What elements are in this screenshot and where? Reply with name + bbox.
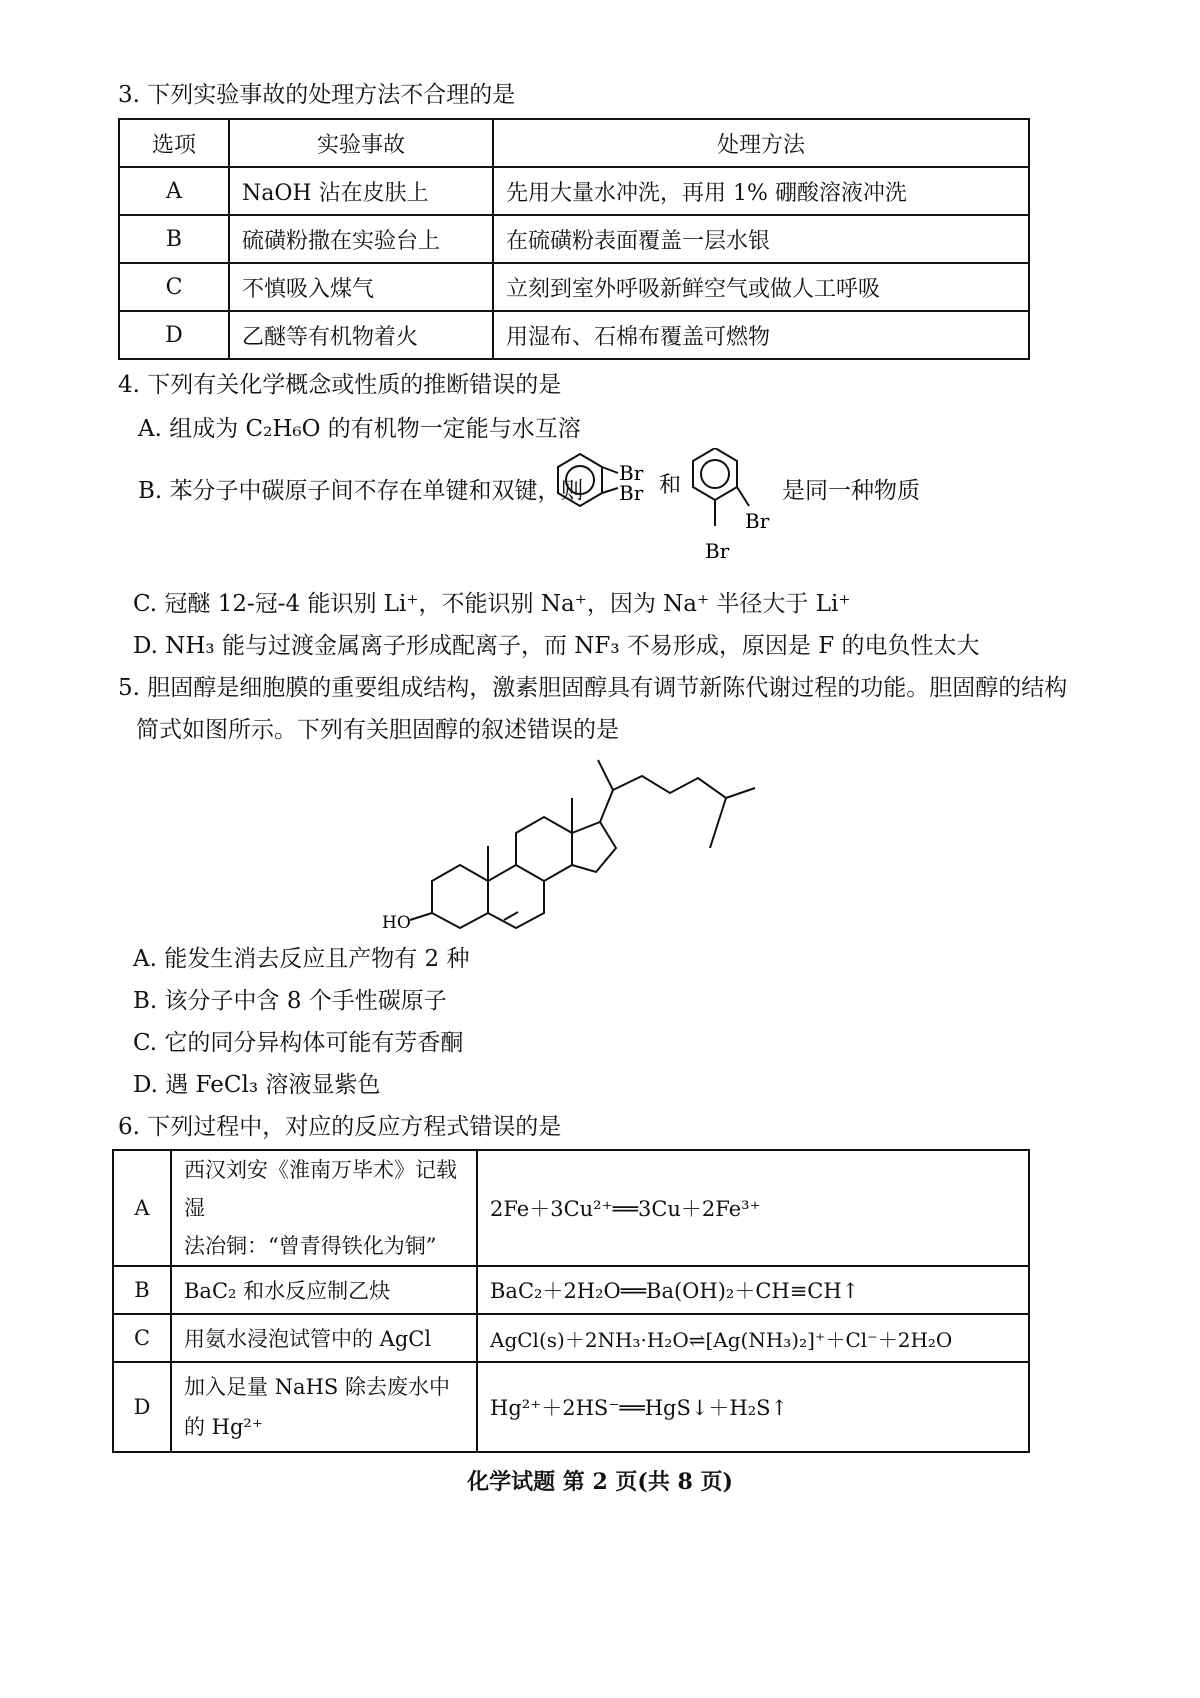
q4-option-b-text: B. 苯分子中碳原子间不存在单键和双键，则	[138, 478, 584, 504]
q6-equation: 2Fe＋3Cu²⁺══3Cu＋2Fe³⁺	[477, 1150, 1029, 1266]
q4-stem: 4. 下列有关化学概念或性质的推断错误的是	[118, 372, 562, 398]
q6-process-line: 的 Hg²⁺	[184, 1415, 263, 1439]
ortho-dibromobenzene-structure	[558, 454, 618, 506]
q6-process	[171, 1150, 477, 1266]
q4-option-a: A. 组成为 C₂H₆O 的有机物一定能与水互溶	[138, 416, 581, 442]
q6-process-line: 西汉刘安《淮南万毕术》记载湿	[184, 1158, 457, 1220]
q3-accident: 不慎吸入煤气	[229, 263, 493, 311]
q6-option: C	[113, 1314, 171, 1362]
table-row	[119, 167, 1029, 215]
table-row	[113, 1266, 1029, 1314]
q3-accident: NaOH 沾在皮肤上	[229, 167, 493, 215]
q6-option: B	[113, 1266, 171, 1314]
q6-equation: BaC₂＋2H₂O══Ba(OH)₂＋CH≡CH↑	[477, 1266, 1029, 1314]
q3-header-method: 处理方法	[493, 119, 1029, 167]
q5-option-a: A. 能发生消去反应且产物有 2 种	[133, 946, 470, 972]
q5-option-d: D. 遇 FeCl₃ 溶液显紫色	[133, 1072, 381, 1098]
q5-option-b: B. 该分子中含 8 个手性碳原子	[133, 988, 447, 1014]
table-row	[119, 311, 1029, 359]
q6-process-line: 加入足量 NaHS 除去废水中	[184, 1375, 450, 1399]
q6-table	[112, 1149, 1030, 1453]
q4-option-b-suffix: 是同一种物质	[782, 478, 920, 504]
q6-equation: AgCl(s)＋2NH₃·H₂O⇌[Ag(NH₃)₂]⁺＋Cl⁻＋2H₂O	[477, 1314, 1029, 1362]
table-row	[119, 263, 1029, 311]
br-label: Br	[745, 509, 770, 533]
ortho-dibromobenzene-rotated-structure	[693, 448, 749, 526]
q6-equation: Hg²⁺＋2HS⁻══HgS↓＋H₂S↑	[477, 1362, 1029, 1452]
q3-method: 先用大量水冲洗，再用 1% 硼酸溶液冲洗	[493, 167, 1029, 215]
q6-process: 用氨水浸泡试管中的 AgCl	[171, 1314, 477, 1362]
table-row	[113, 1362, 1029, 1452]
br-label: Br	[619, 461, 644, 485]
q3-method: 立刻到室外呼吸新鲜空气或做人工呼吸	[493, 263, 1029, 311]
q3-header-option: 选项	[119, 119, 229, 167]
q5-stem-line2: 简式如图所示。下列有关胆固醇的叙述错误的是	[136, 717, 619, 743]
q6-option: D	[113, 1362, 171, 1452]
q4-and-text: 和	[659, 473, 682, 498]
q3-header-row	[119, 119, 1029, 167]
ho-label: HO	[382, 913, 411, 933]
q3-stem: 3. 下列实验事故的处理方法不合理的是	[118, 82, 516, 108]
q3-option: C	[119, 263, 229, 311]
q3-table	[118, 118, 1030, 360]
br-label: Br	[619, 481, 644, 505]
q3-method: 在硫磺粉表面覆盖一层水银	[493, 215, 1029, 263]
table-row	[113, 1314, 1029, 1362]
q4-dibromobenzene-structures	[555, 448, 770, 566]
table-row	[119, 215, 1029, 263]
q6-stem: 6. 下列过程中，对应的反应方程式错误的是	[118, 1114, 562, 1140]
q3-option: D	[119, 311, 229, 359]
q3-accident: 乙醚等有机物着火	[229, 311, 493, 359]
br-label: Br	[705, 539, 730, 563]
q6-process-line: 法冶铜：“曾青得铁化为铜”	[184, 1234, 437, 1258]
page-footer: 化学试题 第 2 页(共 8 页)	[467, 1469, 733, 1495]
q6-option: A	[113, 1150, 171, 1266]
q4-option-c: C. 冠醚 12-冠-4 能识别 Li⁺，不能识别 Na⁺，因为 Na⁺ 半径大于 Li⁺	[133, 591, 851, 617]
q3-accident: 硫磺粉撒在实验台上	[229, 215, 493, 263]
q3-header-accident: 实验事故	[229, 119, 493, 167]
q5-option-c: C. 它的同分异构体可能有芳香酮	[133, 1030, 464, 1056]
cholesterol-structure	[380, 748, 780, 938]
q3-option: B	[119, 215, 229, 263]
q3-method: 用湿布、石棉布覆盖可燃物	[493, 311, 1029, 359]
table-row	[113, 1150, 1029, 1266]
q4-option-d: D. NH₃ 能与过渡金属离子形成配离子，而 NF₃ 不易形成，原因是 F 的电负性太大	[133, 633, 980, 659]
q6-process	[171, 1362, 477, 1452]
q3-option: A	[119, 167, 229, 215]
q5-stem-line1: 5. 胆固醇是细胞膜的重要组成结构，激素胆固醇具有调节新陈代谢过程的功能。胆固醇的结构	[118, 675, 1068, 701]
q6-process: BaC₂ 和水反应制乙炔	[171, 1266, 477, 1314]
